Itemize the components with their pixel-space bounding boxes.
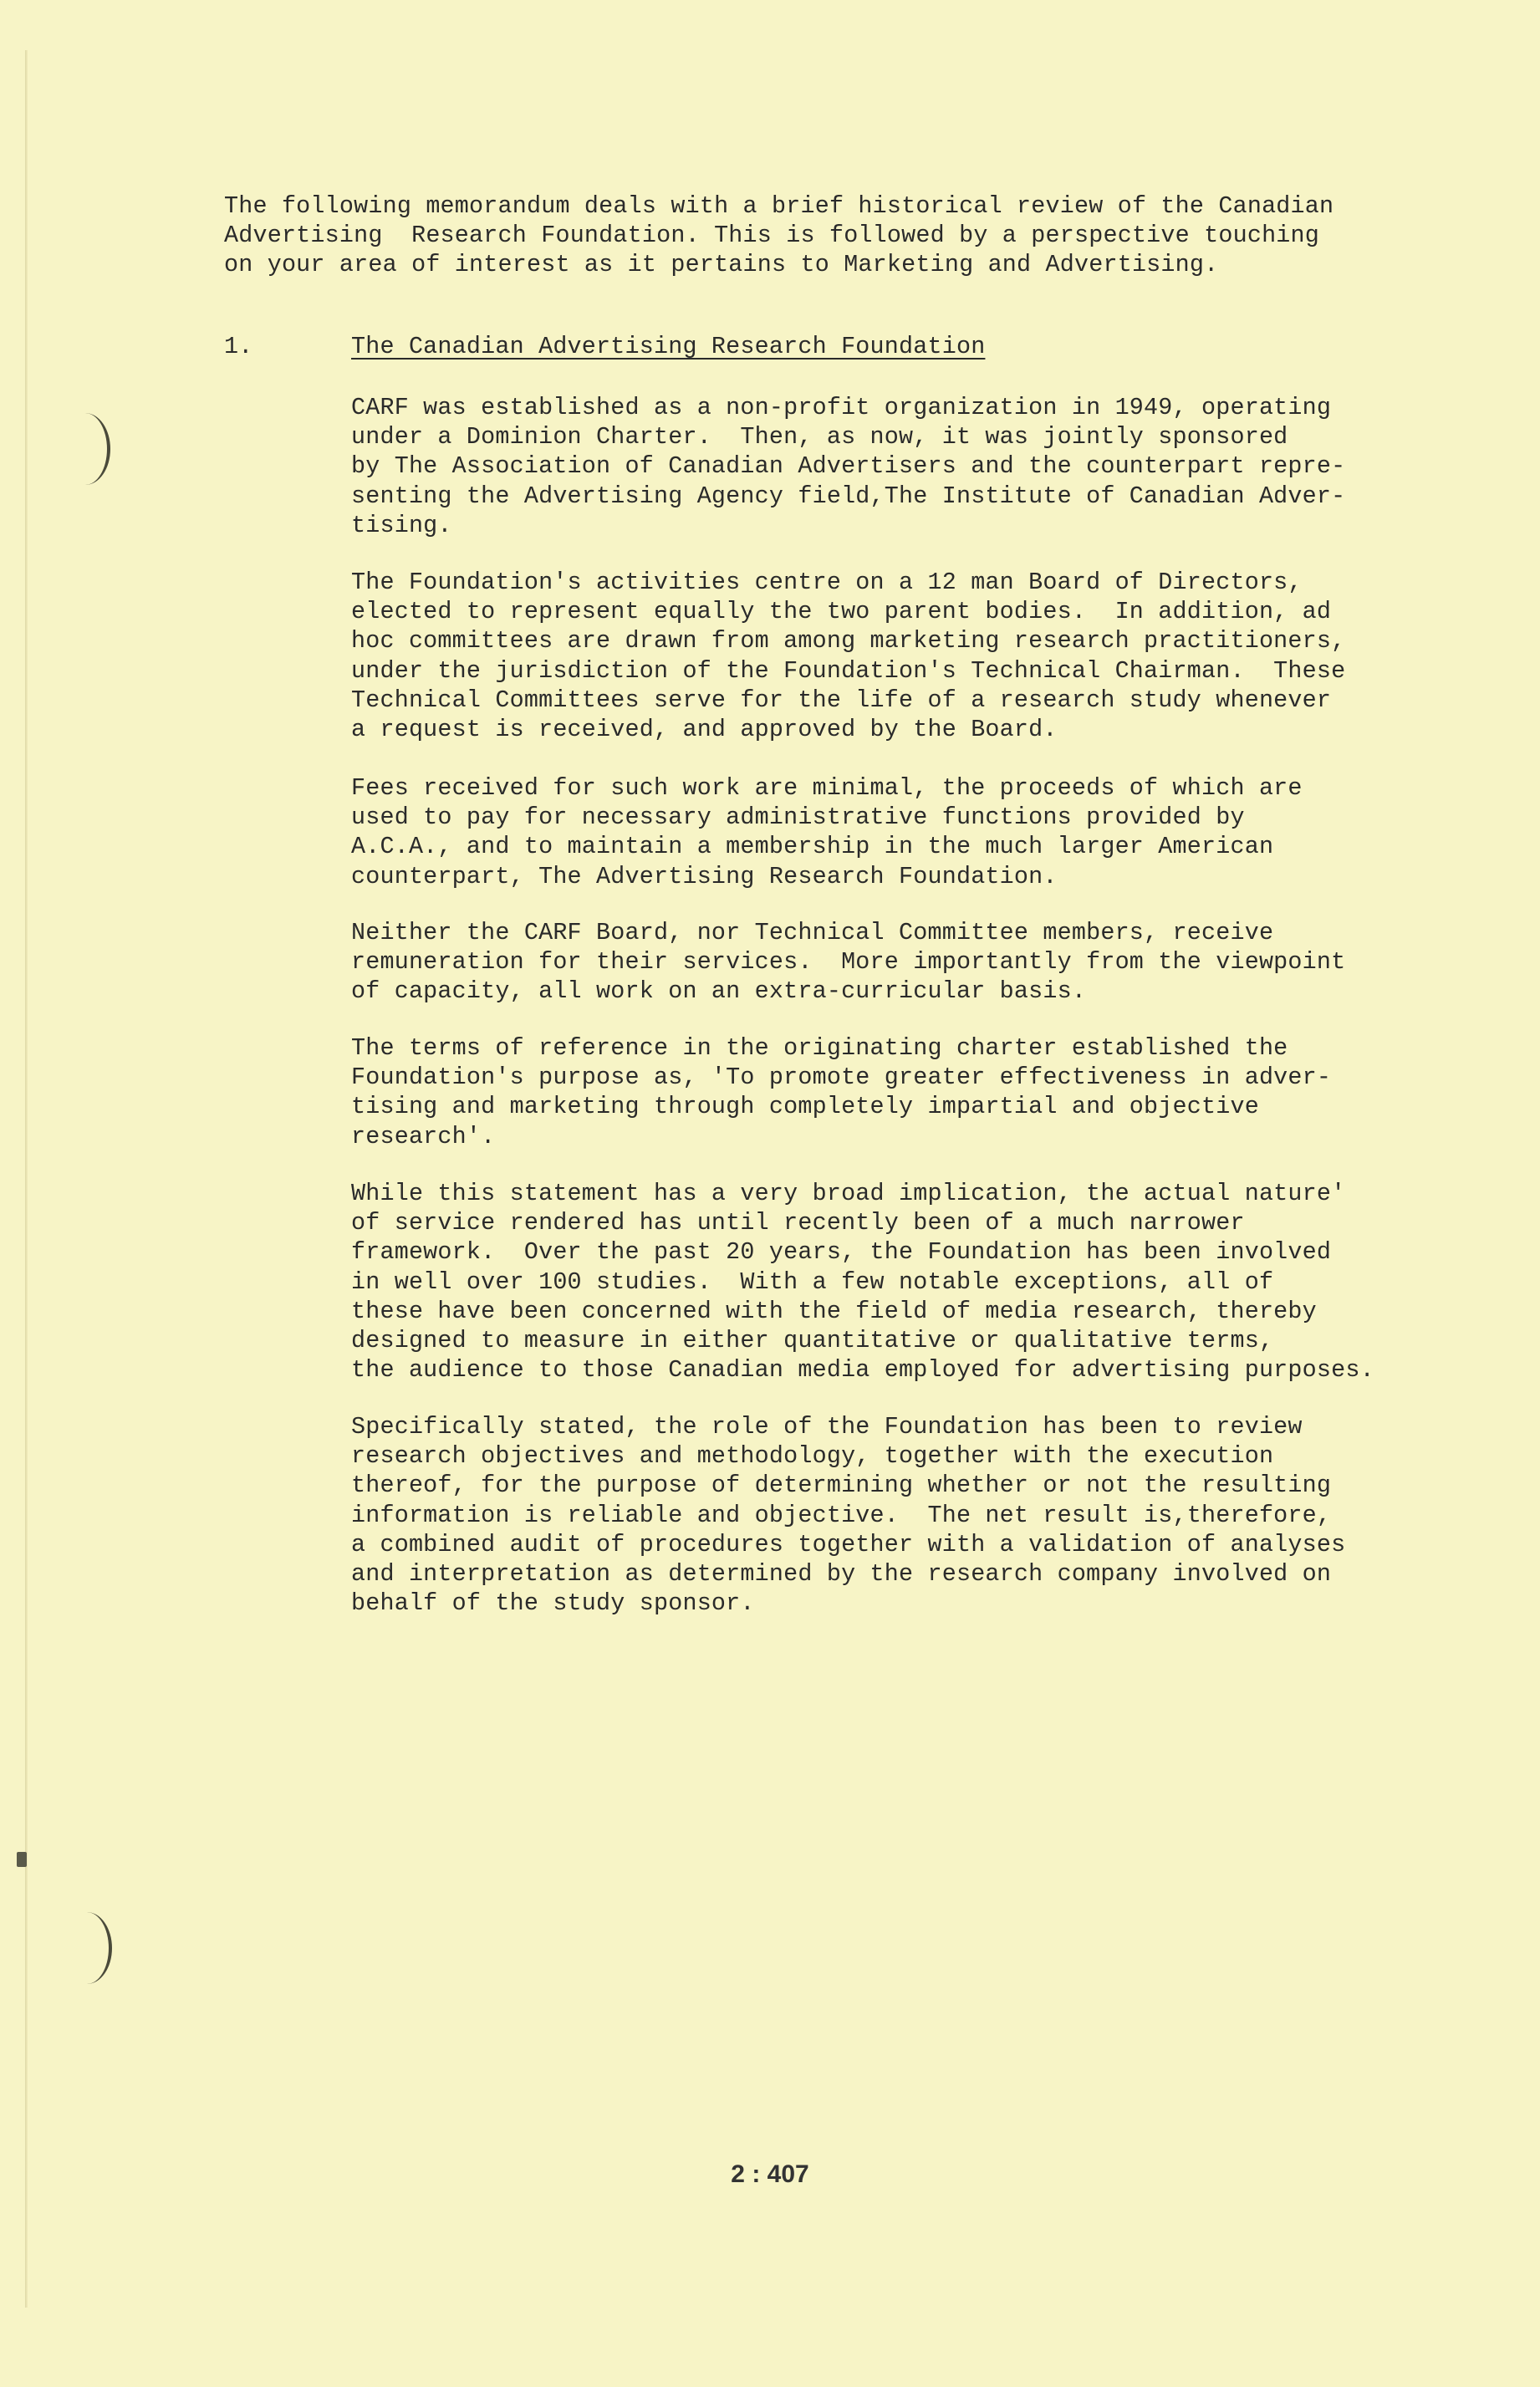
body-paragraph: CARF was established as a non-profit organization in 1949, operating under a Dominion Charter. Then, as now, it was jointly sponsored by The Association of Canadian Advertisers and the counterpart repre- senting the Advertising Agency field,The Institute of Canadian Adver- tising. bbox=[351, 394, 1346, 539]
body-paragraph: While this statement has a very broad implication, the actual nature' of service rendered has until recently been of a much narrower framework. Over the past 20 years, the Foundation has been involved in well over 100 studies. With a few notable exceptions, all of these have been concerned with the field of media research, thereby designed to measure in either quantitative or qualitative terms, the audience to those Canadian media employed for advertising purposes. bbox=[351, 1180, 1374, 1385]
body-paragraph: Neither the CARF Board, nor Technical Committee members, receive remuneration for their services. More importantly from the viewpoint of capacity, all work on an extra-curricular basis. bbox=[351, 919, 1346, 1006]
section-title: The Canadian Advertising Research Foundation bbox=[351, 333, 986, 360]
body-paragraph: Specifically stated, the role of the Foundation has been to review research objectives and methodology, together with the execution thereof, for the purpose of determining whether or not the resulting information is reliable and objective. The net result is,therefore, a combined audit of procedures together with a validation of analyses and interpretation as determined by the research company involved on behalf of the study sponsor. bbox=[351, 1413, 1346, 1618]
intro-paragraph: The following memorandum deals with a brief historical review of the Canadian Advertising Research Foundation. This is followed by a perspective touching on your area of interest as it pertains to Marketing and Advertising. bbox=[224, 192, 1334, 279]
body-paragraph: The terms of reference in the originating charter established the Foundation's purpose as, 'To promote greater effectiveness in adver- tising and marketing through completely impartial and objective research'. bbox=[351, 1034, 1332, 1150]
binder-mark bbox=[17, 1852, 27, 1867]
page-edge bbox=[25, 50, 28, 2308]
body-paragraph: The Foundation's activities centre on a 12 man Board of Directors, elected to represent equally the two parent bodies. In addition, ad hoc committees are drawn from among marketing research practitioners, under the jurisdiction of the Foundation's Technical Chairman. These Technical Committees serve for the life of a research study whenever a request is received, and approved by the Board. bbox=[351, 569, 1346, 744]
body-paragraph: Fees received for such work are minimal, the proceeds of which are used to pay for necessary administrative functions provided by A.C.A., and to maintain a membership in the much larger American counterpart, The Advertising Research Foundation. bbox=[351, 774, 1303, 890]
page-number: 2 : 407 bbox=[731, 2160, 809, 2188]
punch-hole bbox=[60, 413, 110, 485]
section-number: 1. bbox=[224, 333, 253, 360]
punch-hole bbox=[62, 1912, 112, 1984]
